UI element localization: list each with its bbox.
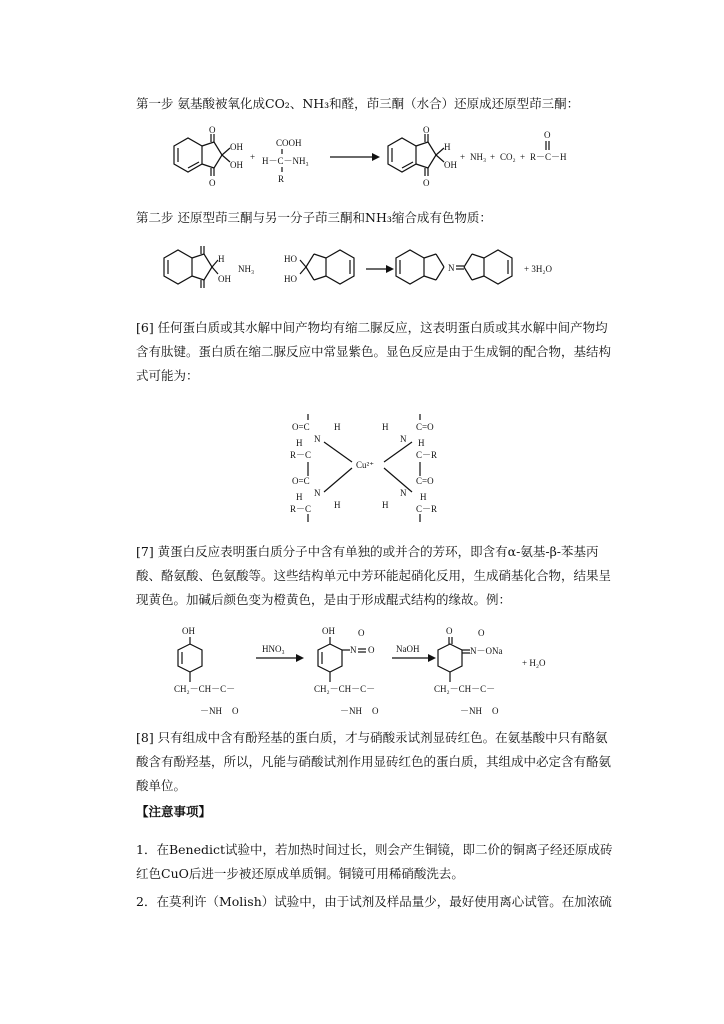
- cu-right-co-top: C=O: [416, 422, 434, 432]
- reduced-o-top: O: [423, 125, 430, 135]
- paragraph-8: [8] 只有组成中含有酚羟基的蛋白质，才与硝酸汞试剂显砖红色。在氨基酸中只有酪氨酸含有酚羟基，所以，凡能与硝酸试剂作用显砖红色的蛋白质，其组成中必定含有酪氨酸单位。: [136, 730, 612, 793]
- paragraph-7: [7] 黄蛋白反应表明蛋白质分子中含有单独的或并合的芳环，即含有α-氨基-β-苯基丙酸、酪氨酸、色氨酸等。这些结构单元中芳环能起硝化反用，生成硝基化合物，结果呈现黄色。加碱后颜色变为橙黄色，是由于形成醌式结构的缘故。例：: [136, 544, 612, 607]
- quinoid-o-bottom: O: [492, 706, 499, 716]
- cu-left-rc-bottom: R－C: [290, 504, 312, 514]
- nitro-o-bottom: O: [372, 706, 379, 716]
- step1-text: 氨基酸被氧化成CO₂、NH₃和醛，茚三酮（水合）还原成还原型茚三酮：: [177, 96, 580, 111]
- plus-sign-4: +: [520, 152, 526, 162]
- amino-acid-structure: [262, 138, 309, 184]
- reduced-o-bottom: O: [423, 178, 430, 188]
- eq2-h-label: H: [218, 254, 225, 264]
- cu-left-oc-bottom: O=C: [292, 476, 310, 486]
- reduced-h-label: H: [444, 142, 451, 152]
- eq2-water: + 3H₂O: [524, 264, 552, 274]
- quinoid-o-top: O: [478, 628, 485, 638]
- nitrotyrosine-structure: [314, 626, 379, 716]
- reaction-2-diagram: [160, 236, 580, 306]
- cu-right-cr-bottom: C－R: [416, 504, 438, 514]
- cu-ion-label: Cu²⁺: [356, 460, 374, 470]
- cu-right-h-top2: H: [418, 438, 425, 448]
- co2-product: CO₂: [500, 152, 516, 162]
- cu-left-rc-top: R－C: [290, 450, 312, 460]
- ketone-o-label: O: [209, 125, 216, 135]
- note-item-2: 2．在莫利许（Molish）试验中，由于试剂及样品量少，最好使用离心试管。在加浓硫: [136, 894, 612, 909]
- cu-right-h-bottom2: H: [382, 500, 389, 510]
- cu-left-h-bottom: H: [296, 492, 303, 502]
- reduced-oh-label: OH: [444, 160, 457, 170]
- h-c-nh3-label: H－C－NH₃: [262, 156, 309, 166]
- aldehyde-o: O: [544, 130, 551, 140]
- step2-line: [136, 206, 616, 230]
- cu-left-n-top: N: [314, 434, 321, 444]
- nh3-product: NH₃: [470, 152, 487, 162]
- purple-product-structure: [396, 250, 512, 284]
- eq2-n-label: N: [448, 263, 455, 273]
- step1-prefix: 第一步: [136, 96, 174, 111]
- cu-left-h-bottom2: H: [334, 500, 341, 510]
- ninhydrin-reactant: [284, 250, 354, 284]
- reduced-ninhydrin-structure: [388, 125, 457, 188]
- nitro-nh: －NH: [340, 706, 362, 716]
- quinoid-nh: －NH: [460, 706, 482, 716]
- reduced-ninhydrin-reactant: [164, 246, 231, 288]
- quinoid-o: O: [446, 626, 453, 636]
- tyr-nh: －NH: [200, 706, 222, 716]
- note-item-1: 1．在Benedict试验中，若加热时间过长，则会产生铜镜，即二价的铜离子经还原成砖红色CuO后进一步被还原成单质铜。铜镜可用稀硝酸洗去。: [136, 842, 613, 881]
- ketone-o-label-2: O: [209, 178, 216, 188]
- step2-text: 还原型茚三酮与另一分子茚三酮和NH₃缩合成有色物质：: [177, 210, 492, 225]
- reaction-1-diagram: [160, 124, 580, 196]
- nitro-oh: OH: [322, 626, 335, 636]
- quinoid-chain: CH₂－CH－C－: [434, 684, 496, 694]
- cooh-label: COOH: [276, 138, 302, 148]
- cu-left-h-top2: H: [296, 438, 303, 448]
- cu-right-h-top: H: [382, 422, 389, 432]
- step2-prefix: 第二步: [136, 210, 174, 225]
- plus-sign-3: +: [490, 152, 496, 162]
- oh-label-2: OH: [230, 160, 243, 170]
- copper-complex-diagram: [286, 410, 456, 526]
- r-label: R: [278, 174, 285, 184]
- cu-right-n-bottom: N: [400, 488, 407, 498]
- notes-heading: 【注意事项】: [136, 804, 212, 819]
- naoh-reagent: NaOH: [396, 644, 420, 654]
- nitro-chain: CH₂－CH－C－: [314, 684, 376, 694]
- eq2-nh3: NH₃: [238, 264, 255, 274]
- eq2-ho-1: HO: [284, 254, 297, 264]
- nitro-n: N: [350, 645, 357, 655]
- hno3-reagent: HNO₃: [262, 644, 285, 654]
- eq3-water: + H₂O: [522, 658, 546, 668]
- cu-right-cr-top: C－R: [416, 450, 438, 460]
- aldehyde-label: R－C－H: [530, 152, 567, 162]
- eq2-oh-label: OH: [218, 274, 231, 284]
- step1-line: [136, 92, 636, 116]
- oh-label-1: OH: [230, 142, 243, 152]
- plus-sign-1: +: [250, 152, 256, 162]
- reaction-3-diagram: [170, 622, 590, 720]
- tyrosine-structure: [174, 626, 239, 716]
- cu-left-n-bottom: N: [314, 488, 321, 498]
- cu-right-co-bottom: C=O: [416, 476, 434, 486]
- quinoid-structure: [434, 626, 503, 716]
- cu-right-h-bottom: H: [420, 492, 427, 502]
- plus-sign-2: +: [460, 152, 466, 162]
- tyr-chain: CH₂－CH－C－: [174, 684, 236, 694]
- tyr-oh: OH: [182, 626, 195, 636]
- nitro-o-top: O: [358, 628, 365, 638]
- cu-left-h-top: H: [334, 422, 341, 432]
- eq2-ho-2: HO: [284, 274, 297, 284]
- paragraph-6: [6] 任何蛋白质或其水解中间产物均有缩二脲反应，这表明蛋白质或其水解中间产物均含有肽键。蛋白质在缩二脲反应中常显紫色。显色反应是由于生成铜的配合物，基结构式可能为：: [136, 320, 612, 383]
- tyr-o: O: [232, 706, 239, 716]
- cu-left-oc-top: O=C: [292, 422, 310, 432]
- quinoid-ona: N－ONa: [470, 646, 503, 656]
- ninhydrin-hydrate-structure: [174, 125, 243, 188]
- cu-right-n-top: N: [400, 434, 407, 444]
- nitro-o: O: [368, 645, 375, 655]
